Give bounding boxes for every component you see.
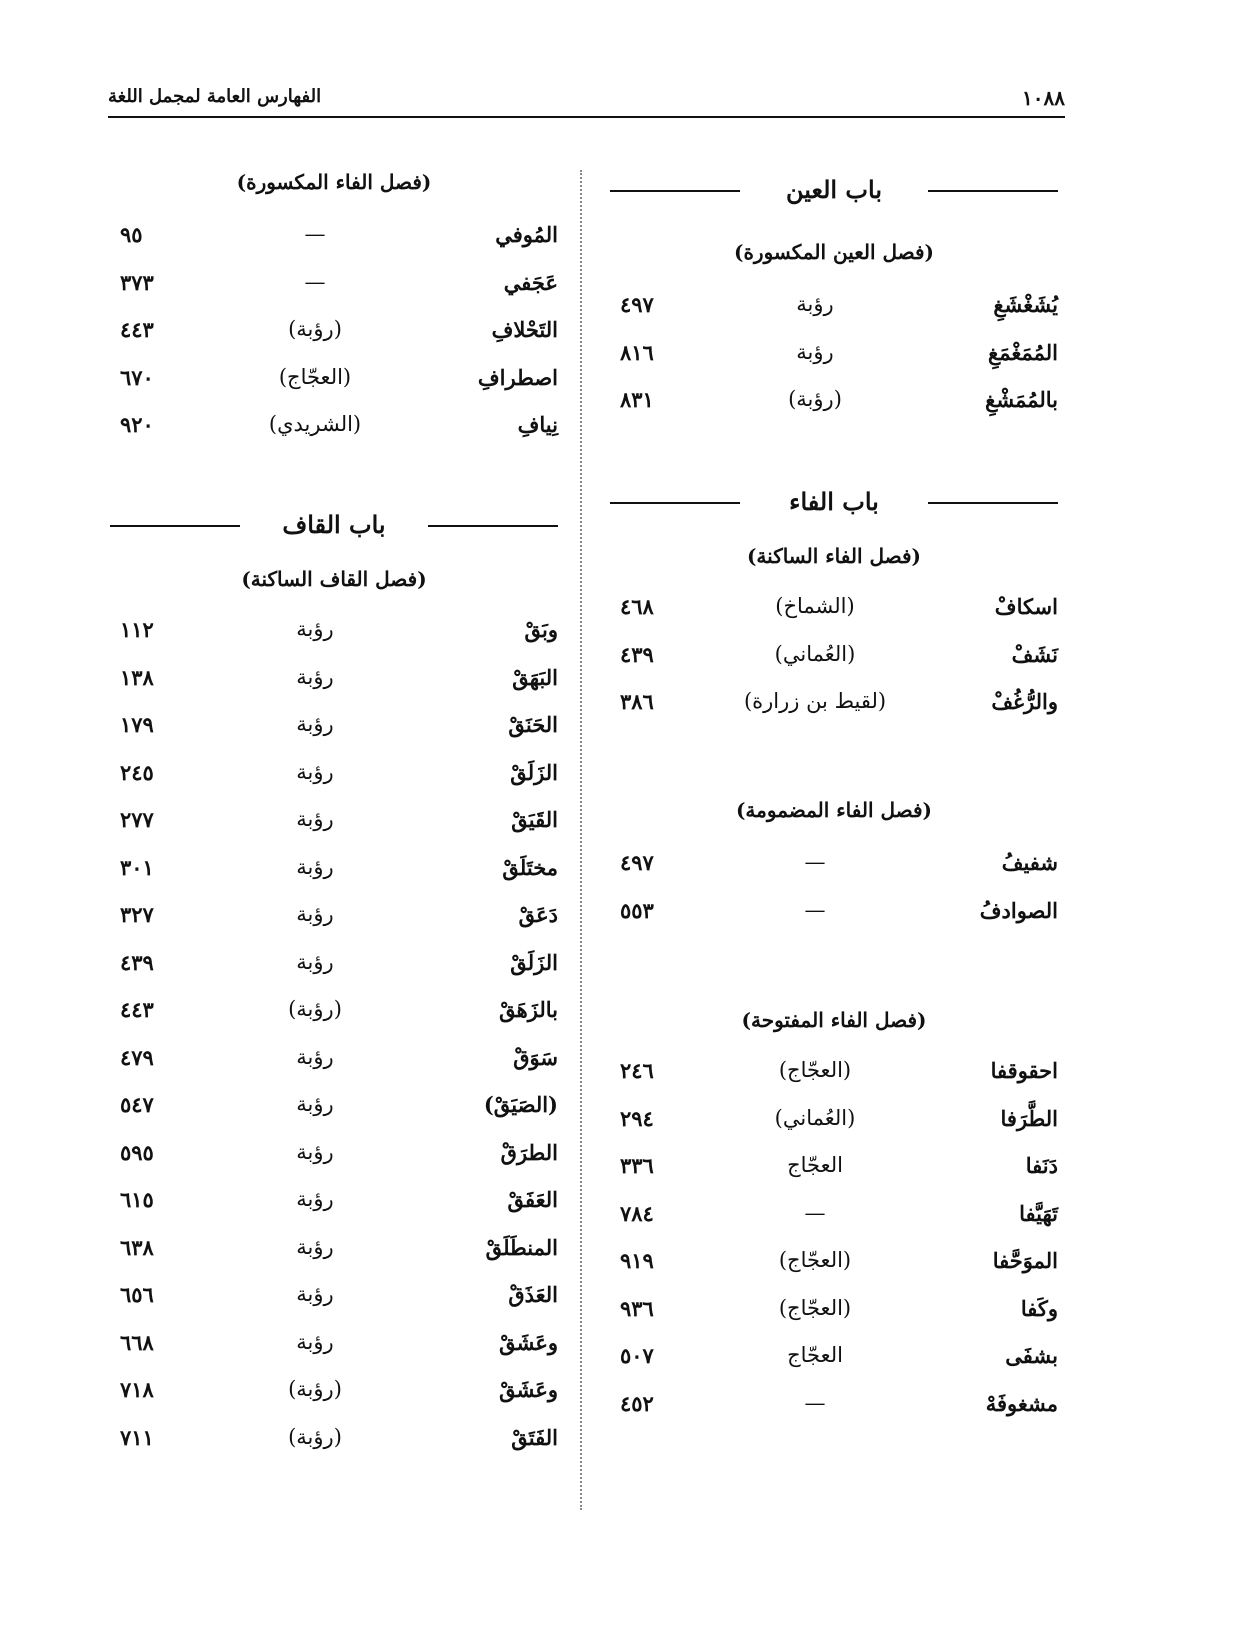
entry-page: ٣٣٦ (620, 1153, 654, 1178)
entry-word: يُشَغْشَغِ (993, 292, 1058, 317)
index-entry-row (610, 1195, 1058, 1243)
section-title: (فصل الفاء المضمومة) (735, 798, 933, 822)
entry-page: ٩٣٦ (620, 1295, 654, 1321)
running-header (108, 86, 1065, 118)
index-entry-row (610, 892, 1058, 940)
entry-word: اسكافْ (994, 594, 1058, 619)
entry-page: ٤٩٧ (620, 850, 654, 875)
entry-poet: رؤبة (296, 807, 334, 831)
entry-word: دَنَفا (1025, 1153, 1058, 1178)
entry-page: ٤٦٨ (620, 594, 654, 619)
entry-poet: (العجّاج) (278, 364, 352, 389)
index-entry-row (610, 1337, 1058, 1385)
heading-rule (610, 502, 740, 504)
entry-word: وبَقْ (524, 617, 558, 642)
index-entry-row (110, 1134, 558, 1182)
entry-word: المُوفي (495, 222, 558, 247)
entry-page: ٧١٨ (120, 1377, 154, 1402)
entry-word: سَوَقْ (513, 1044, 558, 1070)
index-entry-row (110, 896, 558, 944)
entry-word: الطرَقْ (500, 1139, 558, 1165)
entry-poet: — (804, 1200, 826, 1225)
entry-page: ٥٥٣ (620, 897, 654, 923)
entry-page: ٦٧٠ (120, 364, 154, 390)
chapter-title: باب الفاء (789, 487, 879, 516)
entry-poet: — (804, 850, 826, 874)
entry-page: ٤٣٩ (620, 641, 654, 667)
index-entry-row (610, 588, 1058, 636)
entry-page: ٤٩٧ (620, 292, 654, 317)
entry-list (110, 216, 558, 454)
entry-poet: (رؤبة) (288, 1377, 342, 1401)
entry-word: القَيَقْ (511, 807, 558, 832)
entry-page: ٢٤٦ (620, 1058, 654, 1083)
section-title: (فصل الفاء الساكنة) (746, 544, 922, 568)
entry-poet: (رؤبة) (288, 1424, 342, 1449)
entry-poet: رؤبة (796, 339, 834, 364)
index-entry-row (110, 359, 558, 407)
entry-page: ٧٨٤ (620, 1200, 654, 1226)
entry-page: ٩٢٠ (120, 412, 154, 437)
entry-word: العَذَقْ (508, 1282, 558, 1307)
entry-poet: — (304, 222, 326, 246)
entry-word: الزَلَقْ (510, 759, 558, 785)
entry-list (110, 611, 558, 1466)
entry-page: ٤٤٣ (120, 997, 154, 1022)
section-title: (فصل القاف الساكنة) (241, 567, 427, 591)
entry-poet: رؤبة (296, 949, 334, 974)
chapter-heading (110, 505, 558, 545)
entry-poet: رؤبة (296, 1329, 334, 1354)
entry-poet: (العُماني) (774, 1105, 856, 1130)
index-entry-row (610, 1385, 1058, 1433)
entry-word: المنطَلَقْ (485, 1234, 558, 1260)
index-entry-row (610, 1052, 1058, 1100)
entry-list (610, 844, 1058, 939)
entry-word: بالمُمَشْغِ (985, 387, 1058, 412)
entry-poet: رؤبة (296, 712, 334, 736)
entry-word: تَهَيَّفا (1019, 1200, 1058, 1226)
index-entry-row (110, 216, 558, 264)
entry-page: ٣٠١ (120, 854, 154, 880)
entry-page: ٩٥ (120, 222, 143, 247)
chapter-fa (610, 482, 1058, 731)
entry-word: بشفَى (1005, 1343, 1058, 1368)
entry-poet: (الشماخ) (775, 594, 855, 618)
entry-page: ٩١٩ (620, 1248, 654, 1273)
entry-page: ٦٥٦ (120, 1282, 154, 1307)
index-entry-row (610, 1147, 1058, 1195)
entry-page: ٢٩٤ (620, 1105, 654, 1131)
index-entry-row (110, 1039, 558, 1087)
entry-list (610, 1052, 1058, 1432)
entry-page: ١٧٩ (120, 712, 154, 737)
page-number: ١٠٨٨ (1022, 86, 1065, 110)
entry-poet: (رؤبة) (288, 997, 342, 1021)
section-madmuma (610, 788, 1058, 939)
entry-word: الطَّرَفا (1000, 1105, 1058, 1131)
section-maksura (110, 160, 558, 454)
entry-page: ٤٧٩ (120, 1044, 154, 1070)
entry-word: وعَشَقْ (499, 1377, 558, 1402)
entry-poet: (الشريدي) (268, 412, 362, 436)
entry-poet: رؤبة (296, 759, 334, 784)
chapter-title: باب العين (785, 175, 882, 204)
entry-poet: (العجّاج) (778, 1295, 852, 1320)
section-title: (فصل الفاء المفتوحة) (741, 1008, 927, 1032)
index-entry-row (610, 381, 1058, 429)
heading-rule (928, 502, 1058, 504)
entry-word: وكَفا (1020, 1295, 1058, 1321)
section-title: (فصل العين المكسورة) (733, 240, 935, 264)
index-entry-row (110, 754, 558, 802)
entry-poet: — (304, 269, 326, 294)
index-entry-row (610, 286, 1058, 334)
column-divider (580, 170, 582, 1510)
entry-page: ٣٨٦ (620, 689, 654, 714)
entry-poet: رؤبة (296, 617, 334, 641)
entry-word: الصوادفُ (979, 897, 1058, 923)
entry-word: المُمَغْمَغِ (988, 339, 1058, 365)
chapter-qaf (110, 505, 558, 1466)
entry-page: ٦١٥ (120, 1187, 154, 1212)
entry-page: ٤٣٩ (120, 949, 154, 975)
entry-word: البَهَقْ (512, 664, 558, 690)
entry-poet: — (804, 1390, 826, 1415)
section-maftuha (610, 998, 1058, 1432)
index-entry-row (110, 1324, 558, 1372)
entry-page: ٢٤٥ (120, 759, 154, 785)
index-entry-row (110, 801, 558, 849)
index-entry-row (110, 1181, 558, 1229)
index-entry-row (110, 944, 558, 992)
entry-poet: (رؤبة) (288, 317, 342, 341)
entry-poet: (لقيط بن زرارة) (743, 689, 887, 713)
entry-page: ٧١١ (120, 1424, 154, 1450)
entry-list (610, 286, 1058, 429)
entry-word: شفيفُ (1001, 850, 1058, 875)
index-entry-row (110, 1229, 558, 1277)
entry-page: ٤٤٣ (120, 317, 154, 342)
section-title: (فصل الفاء المكسورة) (236, 170, 432, 194)
entry-page: ٣٢٧ (120, 902, 154, 927)
index-entry-row (610, 1290, 1058, 1338)
entry-poet: (العجّاج) (778, 1248, 852, 1272)
entry-page: ٥٠٧ (620, 1343, 654, 1368)
entry-poet: رؤبة (296, 1234, 334, 1259)
index-entry-row (110, 659, 558, 707)
entry-word: والرُّغُفْ (991, 689, 1058, 714)
heading-rule (110, 525, 240, 527)
chapter-title: باب القاف (282, 510, 386, 539)
entry-poet: العجّاج (787, 1153, 843, 1177)
entry-poet: رؤبة (296, 854, 334, 879)
entry-word: (الصَيَقْ) (483, 1092, 558, 1117)
index-entry-row (610, 683, 1058, 731)
index-entry-row (110, 849, 558, 897)
index-entry-row (110, 1086, 558, 1134)
entry-word: مشغوفَهْ (985, 1390, 1058, 1416)
entry-page: ٥٤٧ (120, 1092, 154, 1117)
index-entry-row (110, 706, 558, 754)
index-entry-row (110, 406, 558, 454)
index-entry-row (610, 844, 1058, 892)
entry-poet: (العُماني) (774, 641, 856, 666)
entry-word: وعَشَقْ (499, 1329, 558, 1355)
entry-page: ٦٣٨ (120, 1234, 154, 1260)
index-entry-row (610, 636, 1058, 684)
index-entry-row (610, 1242, 1058, 1290)
entry-word: احقوقفا (990, 1058, 1058, 1083)
index-entry-row (110, 991, 558, 1039)
chapter-heading (610, 170, 1058, 210)
entry-poet: رؤبة (796, 292, 834, 316)
entry-word: دَعَقْ (518, 902, 558, 927)
index-entry-row (610, 334, 1058, 382)
entry-page: ١١٢ (120, 617, 154, 642)
index-entry-row (610, 1100, 1058, 1148)
entry-page: ٨١٦ (620, 339, 654, 365)
index-entry-row (110, 1419, 558, 1467)
entry-poet: رؤبة (296, 1139, 334, 1164)
index-entry-row (110, 611, 558, 659)
entry-page: ٣٧٣ (120, 269, 154, 295)
heading-rule (610, 190, 740, 192)
entry-poet: — (804, 897, 826, 922)
index-entry-row (110, 264, 558, 312)
entry-poet: رؤبة (296, 1282, 334, 1306)
entry-poet: رؤبة (296, 902, 334, 926)
entry-page: ٤٥٢ (620, 1390, 654, 1416)
heading-rule (928, 190, 1058, 192)
heading-rule (428, 525, 558, 527)
entry-word: الفَتَقْ (511, 1424, 558, 1450)
running-title: الفهارس العامة لمجمل اللغة (108, 86, 322, 107)
entry-poet: (رؤبة) (788, 387, 842, 411)
entry-page: ٢٧٧ (120, 807, 154, 832)
chapter-ain (610, 170, 1058, 429)
entry-word: التَحْلافِ (491, 317, 558, 342)
entry-page: ١٣٨ (120, 664, 154, 690)
index-entry-row (110, 1276, 558, 1324)
entry-word: اصطرافِ (477, 364, 558, 390)
entry-poet: رؤبة (296, 1187, 334, 1211)
entry-word: الموَحَّفا (992, 1248, 1058, 1273)
entry-poet: رؤبة (296, 1092, 334, 1116)
entry-list (610, 588, 1058, 731)
entry-page: ٥٩٥ (120, 1139, 154, 1165)
index-entry-row (110, 1371, 558, 1419)
entry-poet: العجّاج (787, 1343, 843, 1367)
entry-word: الزَلَقْ (510, 949, 558, 975)
entry-word: نَشَفْ (1011, 641, 1058, 667)
index-entry-row (110, 311, 558, 359)
chapter-heading (610, 482, 1058, 522)
entry-word: العَفَقْ (507, 1187, 558, 1212)
entry-page: ٦٦٨ (120, 1329, 154, 1355)
entry-word: الحَنَقْ (508, 712, 558, 737)
entry-word: عَجَفي (503, 269, 558, 295)
entry-poet: (العجّاج) (778, 1058, 852, 1082)
entry-poet: رؤبة (296, 664, 334, 689)
entry-poet: رؤبة (296, 1044, 334, 1069)
entry-page: ٨٣١ (620, 387, 654, 412)
entry-word: نِيافِ (517, 412, 558, 437)
entry-word: بالزَهَقْ (499, 997, 558, 1022)
entry-word: مختَلَقْ (502, 854, 558, 880)
